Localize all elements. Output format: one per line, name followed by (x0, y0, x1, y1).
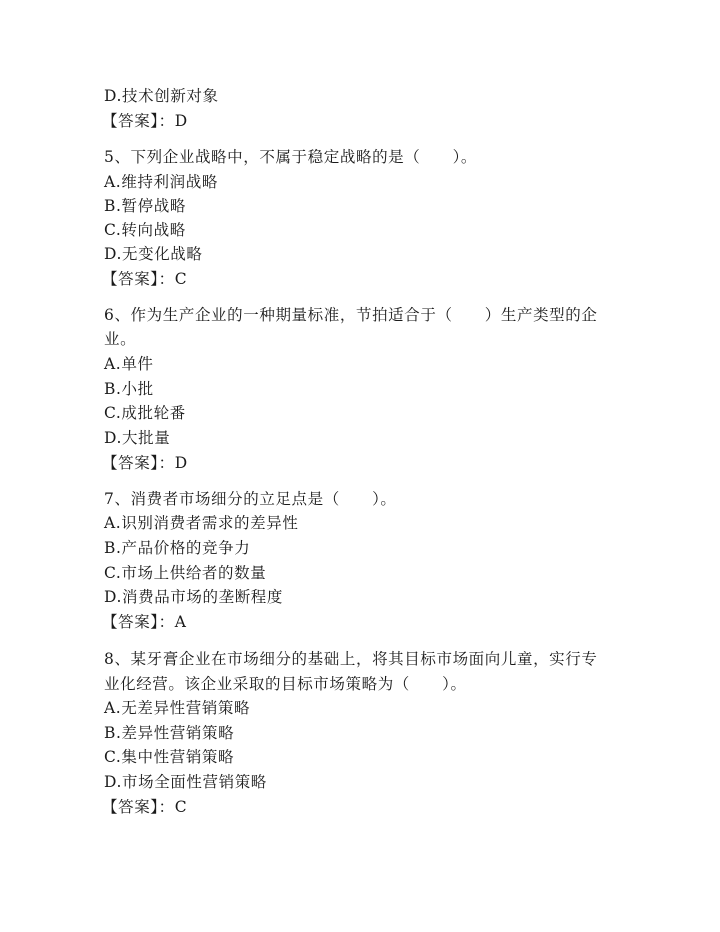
q5-option-a: A.维持利润战略 (104, 173, 218, 191)
q8-option-d: D.市场全面性营销策略 (104, 773, 267, 791)
q6-stem-line2: 业。 (104, 330, 137, 348)
q6-option-c: C.成批轮番 (104, 404, 186, 422)
q7-option-b: B.产品价格的竞争力 (104, 539, 251, 557)
q5-option-b: B.暂停战略 (104, 197, 186, 215)
q6-option-a: A.单件 (104, 355, 154, 373)
q8-option-b: B.差异性营销策略 (104, 724, 235, 742)
q6-stem-line1: 6、作为生产企业的一种期量标准，节拍适合于（ ）生产类型的企 (104, 306, 598, 324)
q7-option-a: A.识别消费者需求的差异性 (104, 514, 299, 532)
q5-option-c: C.转向战略 (104, 221, 186, 239)
q7-option-d: D.消费品市场的垄断程度 (104, 588, 284, 606)
q5-stem: 5、下列企业战略中，不属于稳定战略的是（ ）。 (104, 148, 478, 166)
q4-option-d: D.技术创新对象 (104, 87, 219, 105)
q6-option-d: D.大批量 (104, 429, 171, 447)
q4-answer: 【答案】：D (102, 112, 188, 130)
q5-option-d: D.无变化战略 (104, 245, 203, 263)
q6-answer: 【答案】：D (102, 454, 188, 472)
q8-option-a: A.无差异性营销策略 (104, 699, 251, 717)
q7-stem: 7、消费者市场细分的立足点是（ ）。 (104, 490, 397, 508)
q8-stem-line1: 8、某牙膏企业在市场细分的基础上，将其目标市场面向儿童，实行专 (104, 650, 598, 668)
q8-answer: 【答案】：C (102, 798, 188, 816)
q5-answer: 【答案】：C (102, 270, 188, 288)
q8-stem-line2: 业化经营。该企业采取的目标市场策略为（ ）。 (104, 675, 467, 693)
q6-option-b: B.小批 (104, 380, 154, 398)
q7-option-c: C.市场上供给者的数量 (104, 564, 267, 582)
q8-option-c: C.集中性营销策略 (104, 748, 235, 766)
q7-answer: 【答案】：A (102, 613, 187, 631)
